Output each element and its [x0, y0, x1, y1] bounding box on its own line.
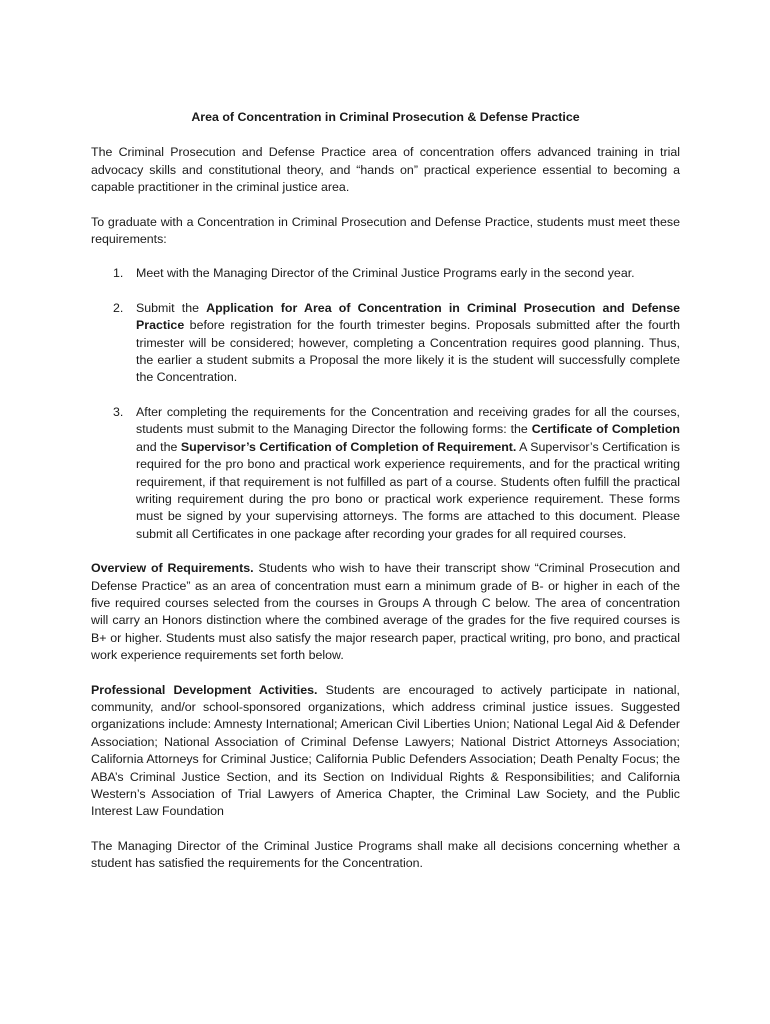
- list-item-text-pre: Submit the: [136, 300, 207, 315]
- overview-heading: Overview of Requirements.: [91, 561, 254, 576]
- list-item-number: 3.: [113, 404, 124, 419]
- overview-text: Students who wish to have their transcript show “Criminal Prosecution and Defense Practice” as an area of concentration must earn a minimum grade of B- or higher in each of the five required courses selected from the courses in Groups A through C below. The area of concentration will carry an Honors distinction where the combined average of the grades for the five required courses is B+ or higher. Students must also satisfy the major research paper, practical writing, pro bono, and practical work experience requirements set forth below.: [91, 561, 680, 663]
- list-item: [91, 265, 680, 282]
- list-item-text-mid: and the: [136, 439, 181, 454]
- list-item: [91, 404, 680, 543]
- professional-development-text: Students are encouraged to actively participate in national, community, and/or school-sponsored organizations, which address criminal justice issues. Suggested organizations include: Amnesty International; American Civil Liberties Union; National Legal Aid & Defender Association; National Association of Criminal Defense Lawyers; National District Attorneys Association; California Attorneys for Criminal Justice; California Public Defenders Association; Death Penalty Focus; the ABA’s Criminal Justice Section, and its Section on Individual Rights & Responsibilities; and California Western’s Association of Trial Lawyers of America Chapter, the Criminal Law Society, and the Public Interest Law Foundation: [91, 682, 680, 819]
- list-item-text-pre: After completing the requirements for the Concentration and receiving grades for all the courses, students must submit to the Managing Director the following forms: the: [136, 404, 680, 437]
- professional-development-heading: Professional Development Activities.: [91, 682, 318, 697]
- list-item-text: Meet with the Managing Director of the Criminal Justice Programs early in the second year.: [136, 266, 635, 281]
- list-item: [91, 300, 680, 387]
- document-page: [91, 109, 680, 890]
- overview-paragraph: [91, 560, 680, 664]
- closing-paragraph: The Managing Director of the Criminal Justice Programs shall make all decisions concerning whether a student has satisfied the requirements for the Concentration.: [91, 838, 680, 871]
- application-form-name: Application for Area of Concentration in Criminal Prosecution and Defense Practice: [136, 300, 680, 333]
- intro-paragraph: The Criminal Prosecution and Defense Practice area of concentration offers advanced training in trial advocacy skills and constitutional theory, and “hands on” practical experience essential to becoming a capable practitioner in the criminal justice area.: [91, 145, 680, 195]
- certificate-of-completion-name: Certificate of Completion: [531, 422, 680, 437]
- requirements-list: [91, 265, 680, 543]
- professional-development-paragraph: [91, 682, 680, 821]
- document-title: Area of Concentration in Criminal Prosecution & Defense Practice: [191, 110, 580, 124]
- supervisor-certification-name: Supervisor’s Certification of Completion of Requirement.: [180, 439, 517, 454]
- list-item-text-post: before registration for the fourth trimester begins. Proposals submitted after the fourth trimester will be considered; however, completing a Concentration requires good planning. Thus, the earlier a student submits a Proposal the more likely it is the student will successfully complete the Concentration.: [136, 318, 680, 385]
- list-item-text-post: A Supervisor’s Certification is required for the pro bono and practical work experience requirements, and for the practical writing requirement, if that requirement is not fulfilled as part of a course. Students often fulfill the practical writing requirement during the pro bono or practical work experience requirement. These forms must be signed by your supervising attorneys. The forms are attached to this document. Please submit all Certificates in one package after recording your grades for all required courses.: [136, 439, 680, 541]
- list-item-number: 2.: [113, 300, 124, 315]
- list-item-number: 1.: [113, 266, 124, 281]
- graduation-requirements-paragraph: To graduate with a Concentration in Criminal Prosecution and Defense Practice, students must meet these requirements:: [91, 214, 680, 247]
